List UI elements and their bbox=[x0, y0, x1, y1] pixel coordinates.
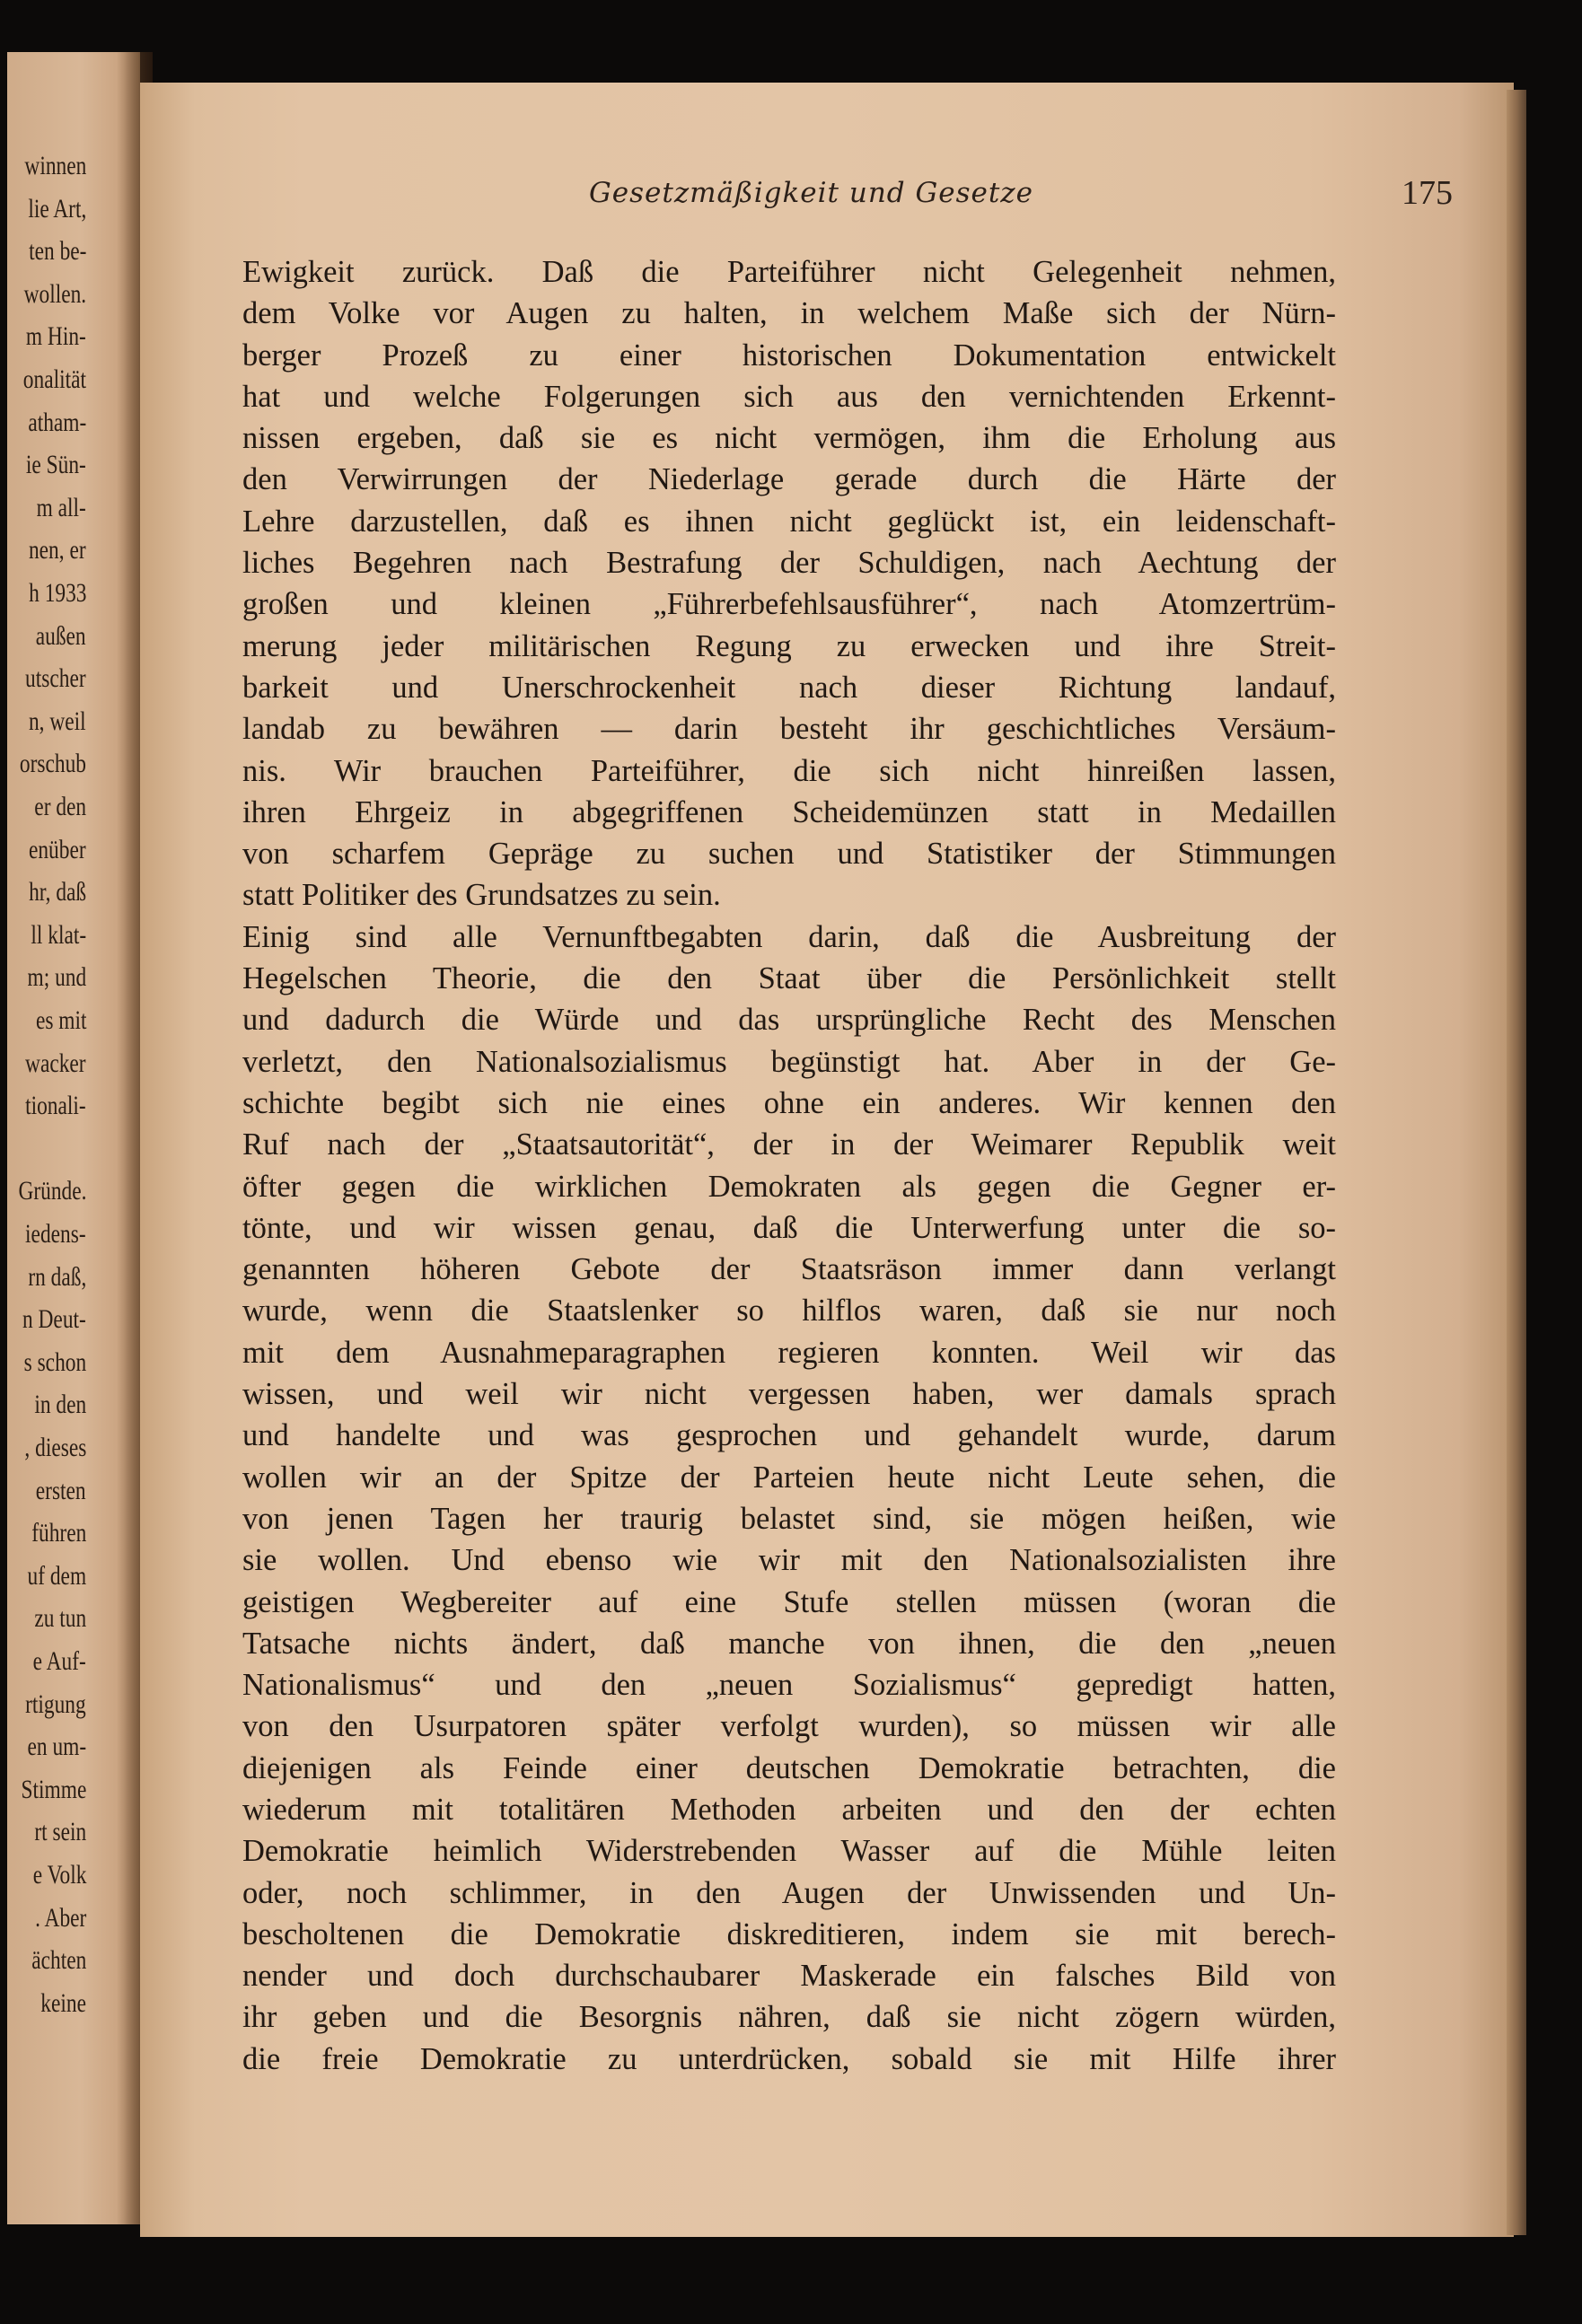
left-page-line: keine bbox=[40, 1987, 86, 2018]
left-page-line: . Aber bbox=[34, 1902, 86, 1933]
running-head bbox=[140, 174, 1514, 222]
left-page-line: wollen. bbox=[23, 278, 86, 309]
text-line: ihr geben und die Besorgnis nähren, daß sie nicht zögern würden, bbox=[242, 2000, 1336, 2035]
body-text bbox=[242, 251, 1336, 2080]
left-page-line: es mit bbox=[35, 1005, 86, 1035]
text-line: berger Prozeß zu einer historischen Dokumentation entwickelt bbox=[242, 338, 1336, 373]
text-line: nis. Wir brauchen Parteiführer, die sich nicht hinreißen lassen, bbox=[242, 753, 1336, 788]
left-page-line: ll klat- bbox=[31, 919, 86, 950]
left-page-line: uf dem bbox=[27, 1560, 86, 1591]
left-page-line: lie Art, bbox=[28, 193, 86, 224]
text-line: statt Politiker des Grundsatzes zu sein. bbox=[242, 878, 721, 913]
text-line: wiederum mit totalitären Methoden arbeiten und den der echten bbox=[242, 1792, 1336, 1827]
text-line: Hegelschen Theorie, die den Staat über die Persönlichkeit stellt bbox=[242, 961, 1336, 996]
left-page-line: rn daß, bbox=[28, 1261, 86, 1292]
book-page bbox=[140, 83, 1514, 2237]
page-number: 175 bbox=[1402, 174, 1453, 212]
left-page-line: ächten bbox=[31, 1945, 86, 1976]
left-page-line: e Auf- bbox=[32, 1646, 86, 1676]
left-page-line: m Hin- bbox=[26, 321, 86, 352]
text-line: ihren Ehrgeiz in abgegriffenen Scheidemünzen statt in Medaillen bbox=[242, 794, 1336, 829]
left-page-line: ie Sün- bbox=[26, 450, 86, 480]
text-line: genannten höheren Gebote der Staatsräson immer dann verlangt bbox=[242, 1252, 1336, 1287]
text-line: nender und doch durchschaubarer Maskerade ein falsches Bild von bbox=[242, 1959, 1336, 1994]
text-line: wissen, und weil wir nicht vergessen haben, wer damals sprach bbox=[242, 1377, 1336, 1412]
running-title: Gesetzmäßigkeit und Gesetze bbox=[589, 177, 1033, 209]
left-page-line: enüber bbox=[29, 834, 86, 864]
text-line: diejenigen als Feinde einer deutschen Demokratie betrachten, die bbox=[242, 1750, 1336, 1785]
left-page-line: winnen bbox=[24, 151, 86, 180]
left-page-line: n, weil bbox=[29, 706, 86, 736]
text-line: merung jeder militärischen Regung zu erwecken und ihre Streit- bbox=[242, 628, 1336, 663]
text-line: wollen wir an der Spitze der Parteien heute nicht Leute sehen, die bbox=[242, 1460, 1336, 1495]
left-page-line: hr, daß bbox=[28, 877, 86, 908]
left-page-line: wacker bbox=[25, 1048, 86, 1078]
text-line: wurde, wenn die Staatslenker so hilflos waren, daß sie nur noch bbox=[242, 1294, 1336, 1329]
text-line: von jenen Tagen her traurig belastet sind, sie mögen heißen, wie bbox=[242, 1501, 1336, 1536]
left-page-line: ten be- bbox=[28, 236, 86, 267]
text-line: und handelte und was gesprochen und gehandelt wurde, darum bbox=[242, 1418, 1336, 1453]
text-line: Lehre darzustellen, daß es ihnen nicht geglückt ist, ein leidenschaft- bbox=[242, 504, 1336, 539]
text-line: barkeit und Unerschrockenheit nach dieser Richtung landauf, bbox=[242, 670, 1336, 705]
left-page-line: tionali- bbox=[25, 1091, 86, 1121]
left-page-line: , dieses bbox=[24, 1433, 86, 1462]
text-line: tönte, und wir wissen genau, daß die Unterwerfung unter die so- bbox=[242, 1210, 1336, 1245]
left-page-line: s schon bbox=[23, 1346, 86, 1377]
text-line: landab zu bewähren — darin besteht ihr geschichtliches Versäum- bbox=[242, 712, 1336, 747]
left-page-line: nen, er bbox=[29, 535, 86, 566]
left-page-line: zu tun bbox=[34, 1603, 86, 1634]
left-page-line: Stimme bbox=[21, 1774, 86, 1804]
left-page-line: n Deut- bbox=[22, 1304, 86, 1335]
left-page-line: m all- bbox=[36, 492, 86, 522]
left-page-line: iedens- bbox=[25, 1219, 86, 1249]
text-line: oder, noch schlimmer, in den Augen der Unwissenden und Un- bbox=[242, 1875, 1336, 1910]
left-page-line: onalität bbox=[22, 364, 86, 394]
left-page-line: h 1933 bbox=[28, 578, 86, 608]
left-page-line: en um- bbox=[27, 1732, 86, 1762]
left-page-line: Gründe. bbox=[17, 1176, 86, 1206]
text-line: und dadurch die Würde und das ursprüngliche Recht des Menschen bbox=[242, 1003, 1336, 1038]
text-line: schichte begibt sich nie eines ohne ein anderes. Wir kennen den bbox=[242, 1085, 1336, 1120]
text-line: Einig sind alle Vernunftbegabten darin, daß die Ausbreitung der bbox=[242, 919, 1336, 954]
left-page-line: e Volk bbox=[32, 1860, 86, 1890]
text-line: verletzt, den Nationalsozialismus begünstigt hat. Aber in der Ge- bbox=[242, 1044, 1336, 1079]
text-line: dem Volke vor Augen zu halten, in welchem Maße sich der Nürn- bbox=[242, 296, 1336, 331]
text-line: die freie Demokratie zu unterdrücken, sobald sie mit Hilfe ihrer bbox=[242, 2041, 1336, 2076]
page-edge bbox=[1507, 90, 1526, 2235]
left-page-line: m; und bbox=[27, 962, 86, 993]
left-page-line: außen bbox=[36, 620, 86, 651]
left-page-line: rt sein bbox=[34, 1817, 86, 1847]
left-page-line: in den bbox=[34, 1390, 86, 1420]
text-line: Tatsache nichts ändert, daß manche von ihnen, die den „neuen bbox=[242, 1626, 1336, 1661]
left-page-line: rtigung bbox=[25, 1688, 86, 1719]
left-page-line: utscher bbox=[25, 663, 86, 694]
text-line: öfter gegen die wirklichen Demokraten als gegen die Gegner er- bbox=[242, 1169, 1336, 1204]
text-line: liches Begehren nach Bestrafung der Schuldigen, nach Aechtung der bbox=[242, 546, 1336, 581]
text-line: Nationalismus“ und den „neuen Sozialismus“ gepredigt hatten, bbox=[242, 1668, 1336, 1703]
text-line: von scharfem Gepräge zu suchen und Statistiker der Stimmungen bbox=[242, 837, 1336, 872]
text-line: Ruf nach der „Staatsautorität“, der in der Weimarer Republik weit bbox=[242, 1127, 1336, 1162]
text-line: von den Usurpatoren später verfolgt wurden), so müssen wir alle bbox=[242, 1709, 1336, 1744]
left-page-line: atham- bbox=[28, 407, 86, 437]
text-line: Demokratie heimlich Widerstrebenden Wasser auf die Mühle leiten bbox=[242, 1834, 1336, 1869]
text-line: nissen ergeben, daß sie es nicht vermögen, ihm die Erholung aus bbox=[242, 421, 1336, 456]
left-page-line: führen bbox=[31, 1518, 86, 1548]
text-line: geistigen Wegbereiter auf eine Stufe stellen müssen (woran die bbox=[242, 1584, 1336, 1619]
left-page-line: er den bbox=[34, 792, 86, 821]
text-line: den Verwirrungen der Niederlage gerade durch die Härte der bbox=[242, 462, 1336, 497]
text-line: großen und kleinen „Führerbefehlsausführer“, nach Atomzertrüm- bbox=[242, 587, 1336, 622]
text-line: mit dem Ausnahmeparagraphen regieren konnten. Weil wir das bbox=[242, 1335, 1336, 1370]
left-page-line: ersten bbox=[36, 1475, 86, 1505]
text-line: bescholtenen die Demokratie diskreditieren, indem sie mit berech- bbox=[242, 1916, 1336, 1951]
text-line: hat und welche Folgerungen sich aus den vernichtenden Erkennt- bbox=[242, 379, 1336, 414]
text-line: sie wollen. Und ebenso wie wir mit den Nationalsozialisten ihre bbox=[242, 1543, 1336, 1578]
text-line: Ewigkeit zurück. Daß die Parteiführer nicht Gelegenheit nehmen, bbox=[242, 255, 1336, 289]
left-page-line: orschub bbox=[19, 749, 86, 779]
